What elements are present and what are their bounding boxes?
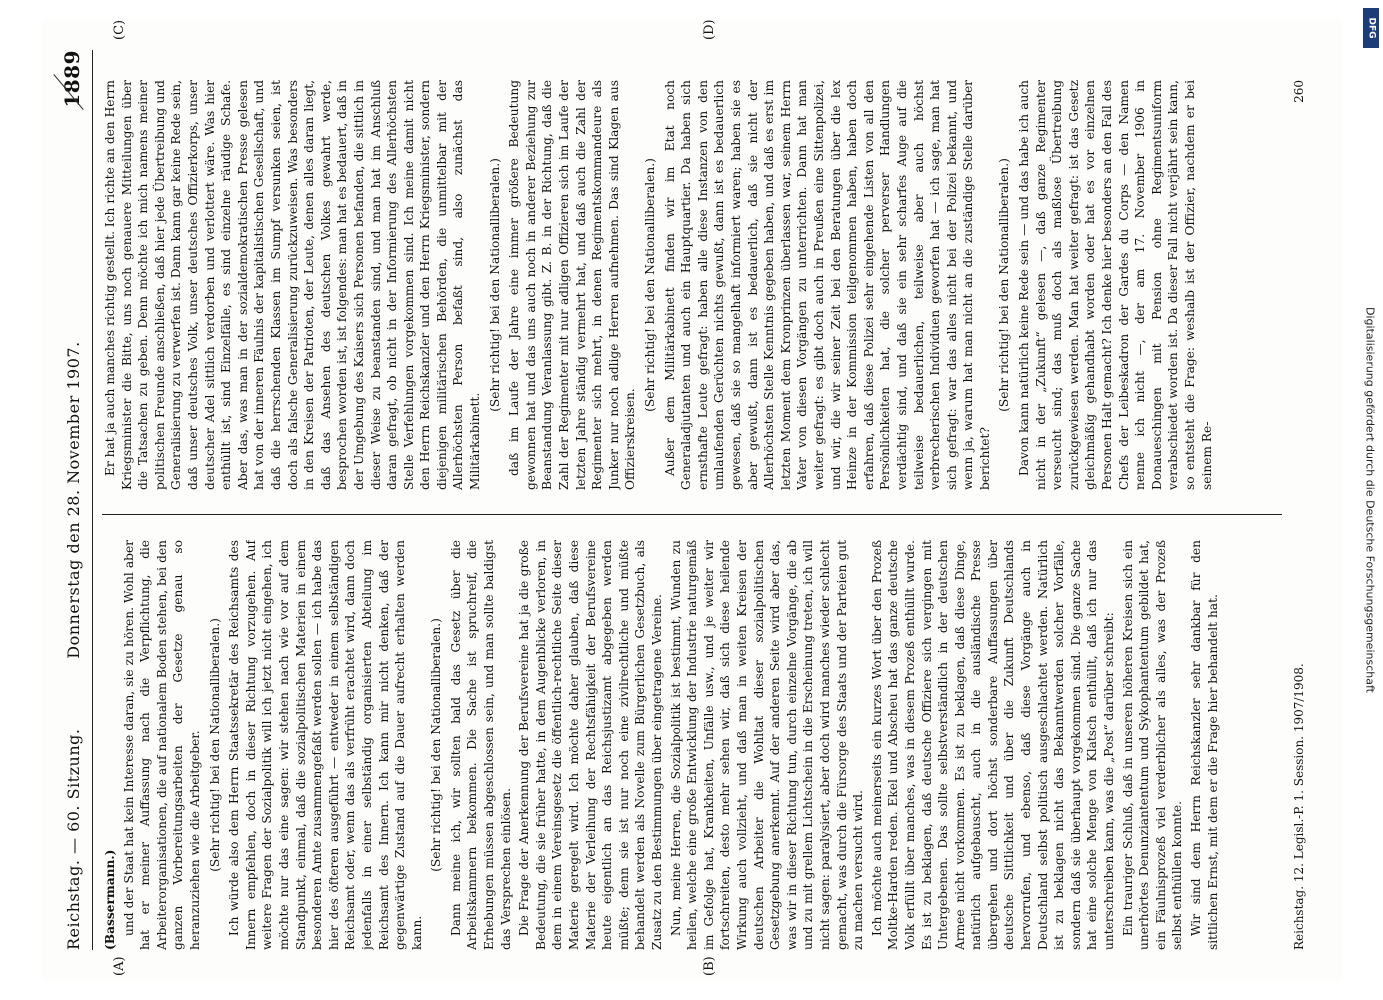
paragraph: Ein trauriger Schluß, daß in unseren höheren Kreisen sich ein unerhörtes Denunziantentum und Sykophantentum gebildet hat, ein Fäulnisprozeß viel verderblicher als alles, was der Prozeß selbst enthüllen konnte.: [1120, 540, 1184, 950]
paragraph: Er hat ja auch manches richtig gestellt. Ich richte an den Herrn Kriegsminister die Bitte, uns noch genauere Mitteilungen über die Tatsachen zu geben. Denn möchte ich mich namens meiner politischen Freunde anschließen, daß hier jede Übertreibung und Generalisierung zu verwerfen ist. Dann kann gar keine Rede sein, daß unser deutsches Volk, unser deutsches Offizierkorps, unser deutscher Adel sittlich verdorben und verlottert wäre. Was hier enthüllt ist, sind Einzelfälle, es sind einzelne räudige Schafe. Aber das, was man in der sozialdemokratischen Presse gelesen hat von der inneren Fäulnis der kapitalistischen Gesellschaft, und daß die herrschenden Klassen im Sumpf versunken seien, ist doch als falsche Generalisierung zurückzuweisen. Was besonders in den Kreisen der Patrioten, der Leute, denen alles daran liegt, daß das Ansehen des deutschen Volkes gewahrt werde, besprochen worden ist, ist folgendes: man hat es bedauert, daß in der Umgebung des Kaisers sich Personen befanden, die sittlich in dieser Weise zu beanstanden sind, und man hat im Anschluß daran gefragt, ob nicht in der Informierung des Allerhöchsten Stelle Verfehlungen vorgekommen sind. Ich meine damit nicht den Herrn Reichskanzler und den Herrn Kriegsminister, sondern diejenigen militärischen Behörden, die unmittelbar mit der Allerhöchsten Person befaßt sind, also zunächst das Militärkabinett.: [102, 80, 482, 490]
header-page-number: 1889: [59, 50, 84, 108]
footer-page-number: 260: [1291, 80, 1306, 103]
dfg-logo: [1363, 8, 1379, 48]
margin-mark-b: (B): [701, 956, 717, 976]
footer-session-info: Reichstag. 12. Legisl.-P. 1. Session. 1907/1908.: [1291, 663, 1306, 950]
interjection: (Sehr richtig! bei den Nationalliberalen.): [996, 158, 1011, 412]
header-rule: [92, 50, 93, 950]
interjection: (Sehr richtig! bei den Nationalliberalen.): [642, 158, 657, 412]
dfg-logo-text: DFG: [1366, 17, 1377, 39]
pen-strikethrough-mark: [50, 75, 90, 115]
margin-mark-d: (D): [701, 19, 717, 40]
speaker-name: (Bassermann.): [102, 849, 117, 950]
header-date: Donnerstag den 28. November 1907.: [63, 341, 83, 659]
rotated-page: [42, 20, 1342, 980]
margin-mark-a: (A): [111, 956, 127, 976]
interjection: (Sehr richtig! bei den Nationalliberalen.): [487, 158, 502, 412]
credit-text: Digitalisierung gefördert durch die Deutsche Forschungsgemeinschaft: [1363, 307, 1377, 693]
paragraph: und der Staat hat kein Interesse daran, sie zu hören. Wohl aber hat er meiner Auffassung nach die Verpflichtung, die Arbeiterorganisationen, die auf nationalem Boden stehen, bei den ganzen Vorbereitungsarbeiten der Gesetze genau so heranzuziehen wie die Arbeitgeber.: [121, 540, 202, 950]
digitization-credit: [1359, 10, 1381, 990]
paragraph: Ich würde also dem Herrn Staatssekretär des Reichsamts des Innern empfehlen, doch in dieser Richtung vorzugehen. Auf weitere Fragen der Sozialpolitik will ich jetzt nicht eingehen, ich möchte nur das eine sagen: wir stehen nach wie vor auf dem Standpunkt, einmal, daß die sozialpolitischen Materien in einem besonderen Amte zusammengefaßt werden sollen — ich habe das hier des öfteren ausgeführt — entweder in einem selbständigen Reichsamt oder, wenn das als verfrüht erachtet wird, dann doch jedenfalls in einer selbständig organisierten Abteilung im Reichsamt des Innern. Ich kann mir nicht denken, daß der gegenwärtige Zustand auf die Dauer aufrecht erhalten werden kann.: [226, 540, 424, 950]
paragraph: Nun, meine Herren, die Sozialpolitik ist bestimmt, Wunden zu heilen, welche eine große Entwicklung der Industrie naturgemäß im Gefolge hat, Krankheiten, Unfälle usw., und je weiter wir fortschreiten, desto mehr sehen wir, daß sich diese heilende Wirkung auch vollzieht, und daß man in weiten Kreisen der deutschen Arbeiter die Wohltat dieser sozialpolitischen Gesetzgebung anerkennt. Auf der anderen Seite wird aber das, was wir in dieser Richtung tun, durch einzelne Vorgänge, die ab und zu mit grellem Lichtschein in die Erscheinung treten, ich will nicht sagen: paralysiert, aber doch wird manches wieder schlecht gemacht, was durch die Fürsorge des Staats und der Parteien gut zu machen versucht wird.: [668, 540, 865, 950]
column-separator: [102, 514, 1282, 515]
paragraph: Die Frage der Anerkennung der Berufsvereine hat ja die große Bedeutung, die sie früher hatte, in dem Augenblicke verloren, in dem in einem Vereinsgesetz die öffentlich-rechtliche Seite dieser Materie geregelt wird. Ich möchte daher glauben, daß diese Materie der Verleihung der Rechtsfähigkeit der Berufsvereine heute eigentlich an das Reichsjustizamt abgegeben werden müßte; denn sie ist nur noch eine zivilrechtliche und müßte behandelt werden als Novelle zum Bürgerlichen Gesetzbuch, als Zusatz zu den Bestimmungen über eingetragene Vereine.: [516, 540, 664, 950]
paragraph: Ich möchte auch meinerseits ein kurzes Wort über den Prozeß Moltke-Harden reden. Ekel und Abscheu hat das ganze deutsche Volk erfüllt über manches, was in diesem Prozeß enthüllt wurde. Es ist zu beklagen, daß deutsche Offiziere sich vergingen mit Untergebenen. Das sollte selbstverständlich in der deutschen Armee nicht vorkommen. Es ist zu beklagen, daß diese Dinge, natürlich aufgebauscht, auch in die ausländische Presse übergehen und dort höchst sonderbare Auffassungen über deutsche Sittlichkeit und über die Zukunft Deutschlands hervorrufen, und ebenso, daß diese Vorgänge auch in Deutschland selbst politisch ausgeschlachtet werden. Natürlich ist zu beklagen nicht das Bekanntwerden solcher Vorfälle, sondern daß sie überhaupt vorgekommen sind. Die ganze Sache hat eine solche Menge von Klatsch enthüllt, daß ich nur das unterschreiben kann, was die „Post“ darüber schreibt:: [869, 540, 1116, 950]
paragraph: Davon kann natürlich keine Rede sein — und das habe ich auch nicht in der „Zukunft“ gelesen —, daß ganze Regimenter verseucht sind; das muß doch als maßlose Übertreibung zurückgewiesen werden. Man hat weiter gefragt: ist das Gesetz gleichmäßig gehandhabt worden oder hat es vor einzelnen Personen Halt gemacht? Ich denke hier besonders an den Fall des Chefs der Leibeskadron der Gardes du Corps — den Namen nenne ich nicht —, der am 17. November 1906 in Donaueschingen mit Pension ohne Regimentsuniform verabschiedet worden ist. Da dieser Fall nicht verjährt sein kann, so entsteht die Frage: weshalb ist der Offizier, nachdem er bei seinem Re-: [1016, 80, 1214, 490]
paragraph: Wir sind dem Herrn Reichskanzler sehr dankbar für den sittlichen Ernst, mit dem er die Frage hier behandelt hat.: [1188, 540, 1220, 950]
left-column: [102, 540, 1282, 950]
paragraph: daß im Laufe der Jahre eine immer größere Bedeutung gewonnen hat und das uns auch noch in anderer Beziehung zur Beanstandung Veranlassung gibt. Z. B. in der Richtung, daß die Zahl der Regimenter mit nur adligen Offizieren sich im Laufe der letzten Jahre ständig vermehrt hat, und daß auch die Zahl der Regimenter sich mehrt, in denen Regimentskommandeure als Junker nur noch adlige Herren aufnehmen. Das sind Klagen aus Offizierskreisen.: [506, 80, 637, 490]
header-left: Reichstag. — 60. Sitzung.: [63, 728, 83, 950]
interjection: (Sehr richtig! bei den Nationalliberalen.): [207, 618, 222, 872]
margin-mark-c: (C): [111, 19, 127, 40]
paragraph: Dann meine ich, wir sollten bald das Gesetz über die Arbeitskammern bekommen. Die Sache ist spruchreif, die Erhebungen müssen abgeschlossen sein, und man sollte baldigst das Versprechen einlösen.: [448, 540, 513, 950]
interjection: (Sehr richtig! bei den Nationalliberalen.): [428, 618, 443, 872]
running-header: [59, 50, 90, 950]
right-column: [102, 80, 1282, 490]
paragraph: Außer dem Militärkabinett finden wir im Etat noch Generaladjutanten und auch ein Hauptquartier. Da haben sich ernsthafte Leute gefragt: haben alle diese Instanzen von den umlaufenden Gerüchten nichts gewußt, dann ist es bedauerlich gewesen, daß sie so mangelhaft informiert waren; haben sie es aber gewußt, dann ist es bedauerlich, daß sie nicht der Allerhöchsten Stelle Kenntnis gegeben haben, und daß es erst im letzten Moment dem Kronprinzen überlassen war, seinem Herrn Vater von diesen Vorgängen zu unterrichten. Dann hat man weiter gefragt: es gibt doch auch in Preußen eine Sittenpolizei, und wir, die wir seiner Zeit bei den Beratungen über die lex Heinze in der Kommission teilgenommen haben, haben doch erfahren, daß diese Polizei sehr eingehende Listen von all den Persönlichkeiten hat, die solcher perverser Handlungen verdächtig sind, und daß sie ein sehr scharfes Auge auf die teilweise bedauerlichen, teilweise aber auch höchst verbrecherischen Individuen geworfen hat — ich sage, man hat sich gefragt: war das alles nicht bei der Polizei bekannt, und wenn ja, warum hat man nicht an die zuständige Stelle darüber berichtet?: [662, 80, 992, 490]
